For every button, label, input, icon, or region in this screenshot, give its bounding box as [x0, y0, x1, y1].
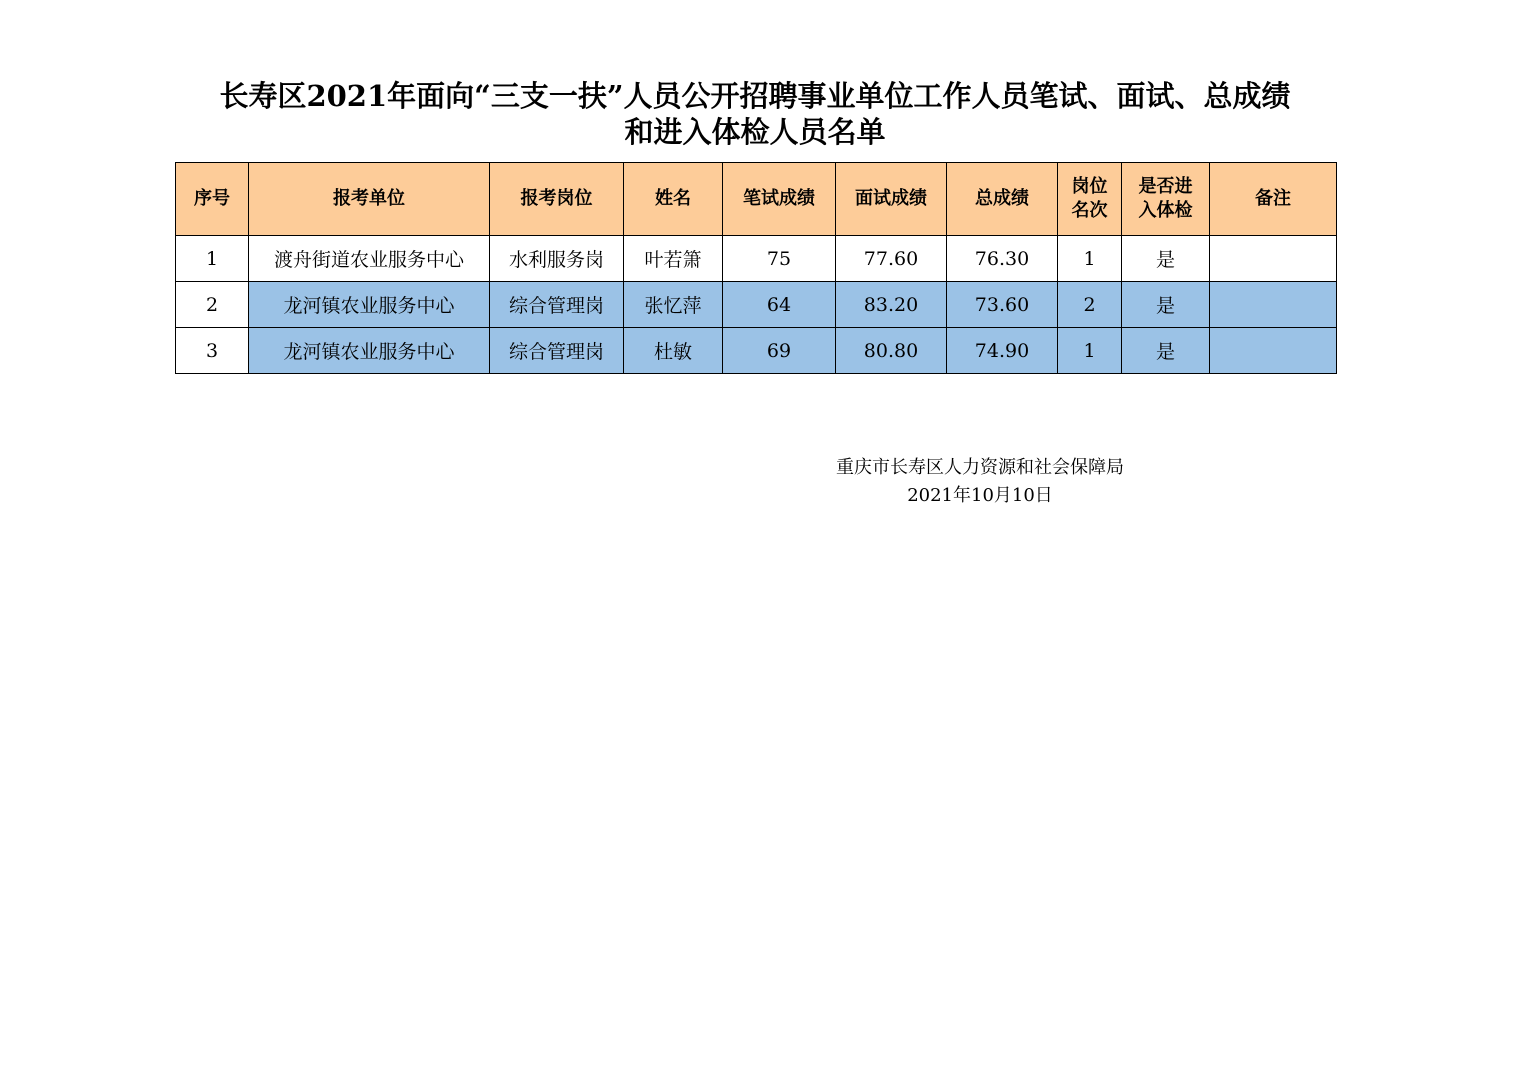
header-post: 报考岗位 [490, 163, 624, 236]
header-rank-line1: 岗位 [1071, 176, 1108, 197]
header-seq: 序号 [176, 163, 249, 236]
cell-name: 叶若箫 [624, 236, 723, 282]
cell-physical-exam: 是 [1122, 328, 1210, 374]
header-total: 总成绩 [947, 163, 1058, 236]
page-title [0, 78, 1510, 150]
cell-interview: 80.80 [836, 328, 947, 374]
cell-unit: 龙河镇农业服务中心 [249, 282, 490, 328]
cell-unit: 渡舟街道农业服务中心 [249, 236, 490, 282]
cell-total: 76.30 [947, 236, 1058, 282]
issue-date: 2021年10月10日 [907, 485, 1053, 506]
header-rank [1058, 163, 1122, 236]
cell-remark [1210, 236, 1337, 282]
cell-unit: 龙河镇农业服务中心 [249, 328, 490, 374]
issuer-block [780, 454, 1180, 510]
cell-written: 69 [723, 328, 836, 374]
title-line-1: 长寿区2021年面向“三支一扶”人员公开招聘事业单位工作人员笔试、面试、总成绩 [219, 79, 1291, 113]
table-header-row [176, 163, 1337, 236]
header-exam-line2: 入体检 [1138, 200, 1193, 221]
cell-remark [1210, 282, 1337, 328]
cell-written: 75 [723, 236, 836, 282]
cell-post: 水利服务岗 [490, 236, 624, 282]
cell-name: 杜敏 [624, 328, 723, 374]
cell-post: 综合管理岗 [490, 282, 624, 328]
cell-seq: 2 [176, 282, 249, 328]
cell-post: 综合管理岗 [490, 328, 624, 374]
table-row [176, 282, 1337, 328]
cell-total: 73.60 [947, 282, 1058, 328]
results-table [175, 162, 1337, 374]
header-physical-exam [1122, 163, 1210, 236]
cell-physical-exam: 是 [1122, 282, 1210, 328]
title-line-2: 和进入体检人员名单 [624, 115, 886, 149]
cell-written: 64 [723, 282, 836, 328]
issuer-name: 重庆市长寿区人力资源和社会保障局 [836, 457, 1124, 478]
cell-remark [1210, 328, 1337, 374]
cell-seq: 3 [176, 328, 249, 374]
header-written: 笔试成绩 [723, 163, 836, 236]
table-row [176, 236, 1337, 282]
cell-total: 74.90 [947, 328, 1058, 374]
cell-rank: 1 [1058, 328, 1122, 374]
header-unit: 报考单位 [249, 163, 490, 236]
cell-rank: 1 [1058, 236, 1122, 282]
cell-physical-exam: 是 [1122, 236, 1210, 282]
cell-interview: 77.60 [836, 236, 947, 282]
header-remark: 备注 [1210, 163, 1337, 236]
cell-rank: 2 [1058, 282, 1122, 328]
cell-seq: 1 [176, 236, 249, 282]
cell-interview: 83.20 [836, 282, 947, 328]
header-rank-line2: 名次 [1071, 200, 1108, 221]
header-interview: 面试成绩 [836, 163, 947, 236]
table-row [176, 328, 1337, 374]
cell-name: 张忆萍 [624, 282, 723, 328]
header-name: 姓名 [624, 163, 723, 236]
header-exam-line1: 是否进 [1138, 176, 1193, 197]
